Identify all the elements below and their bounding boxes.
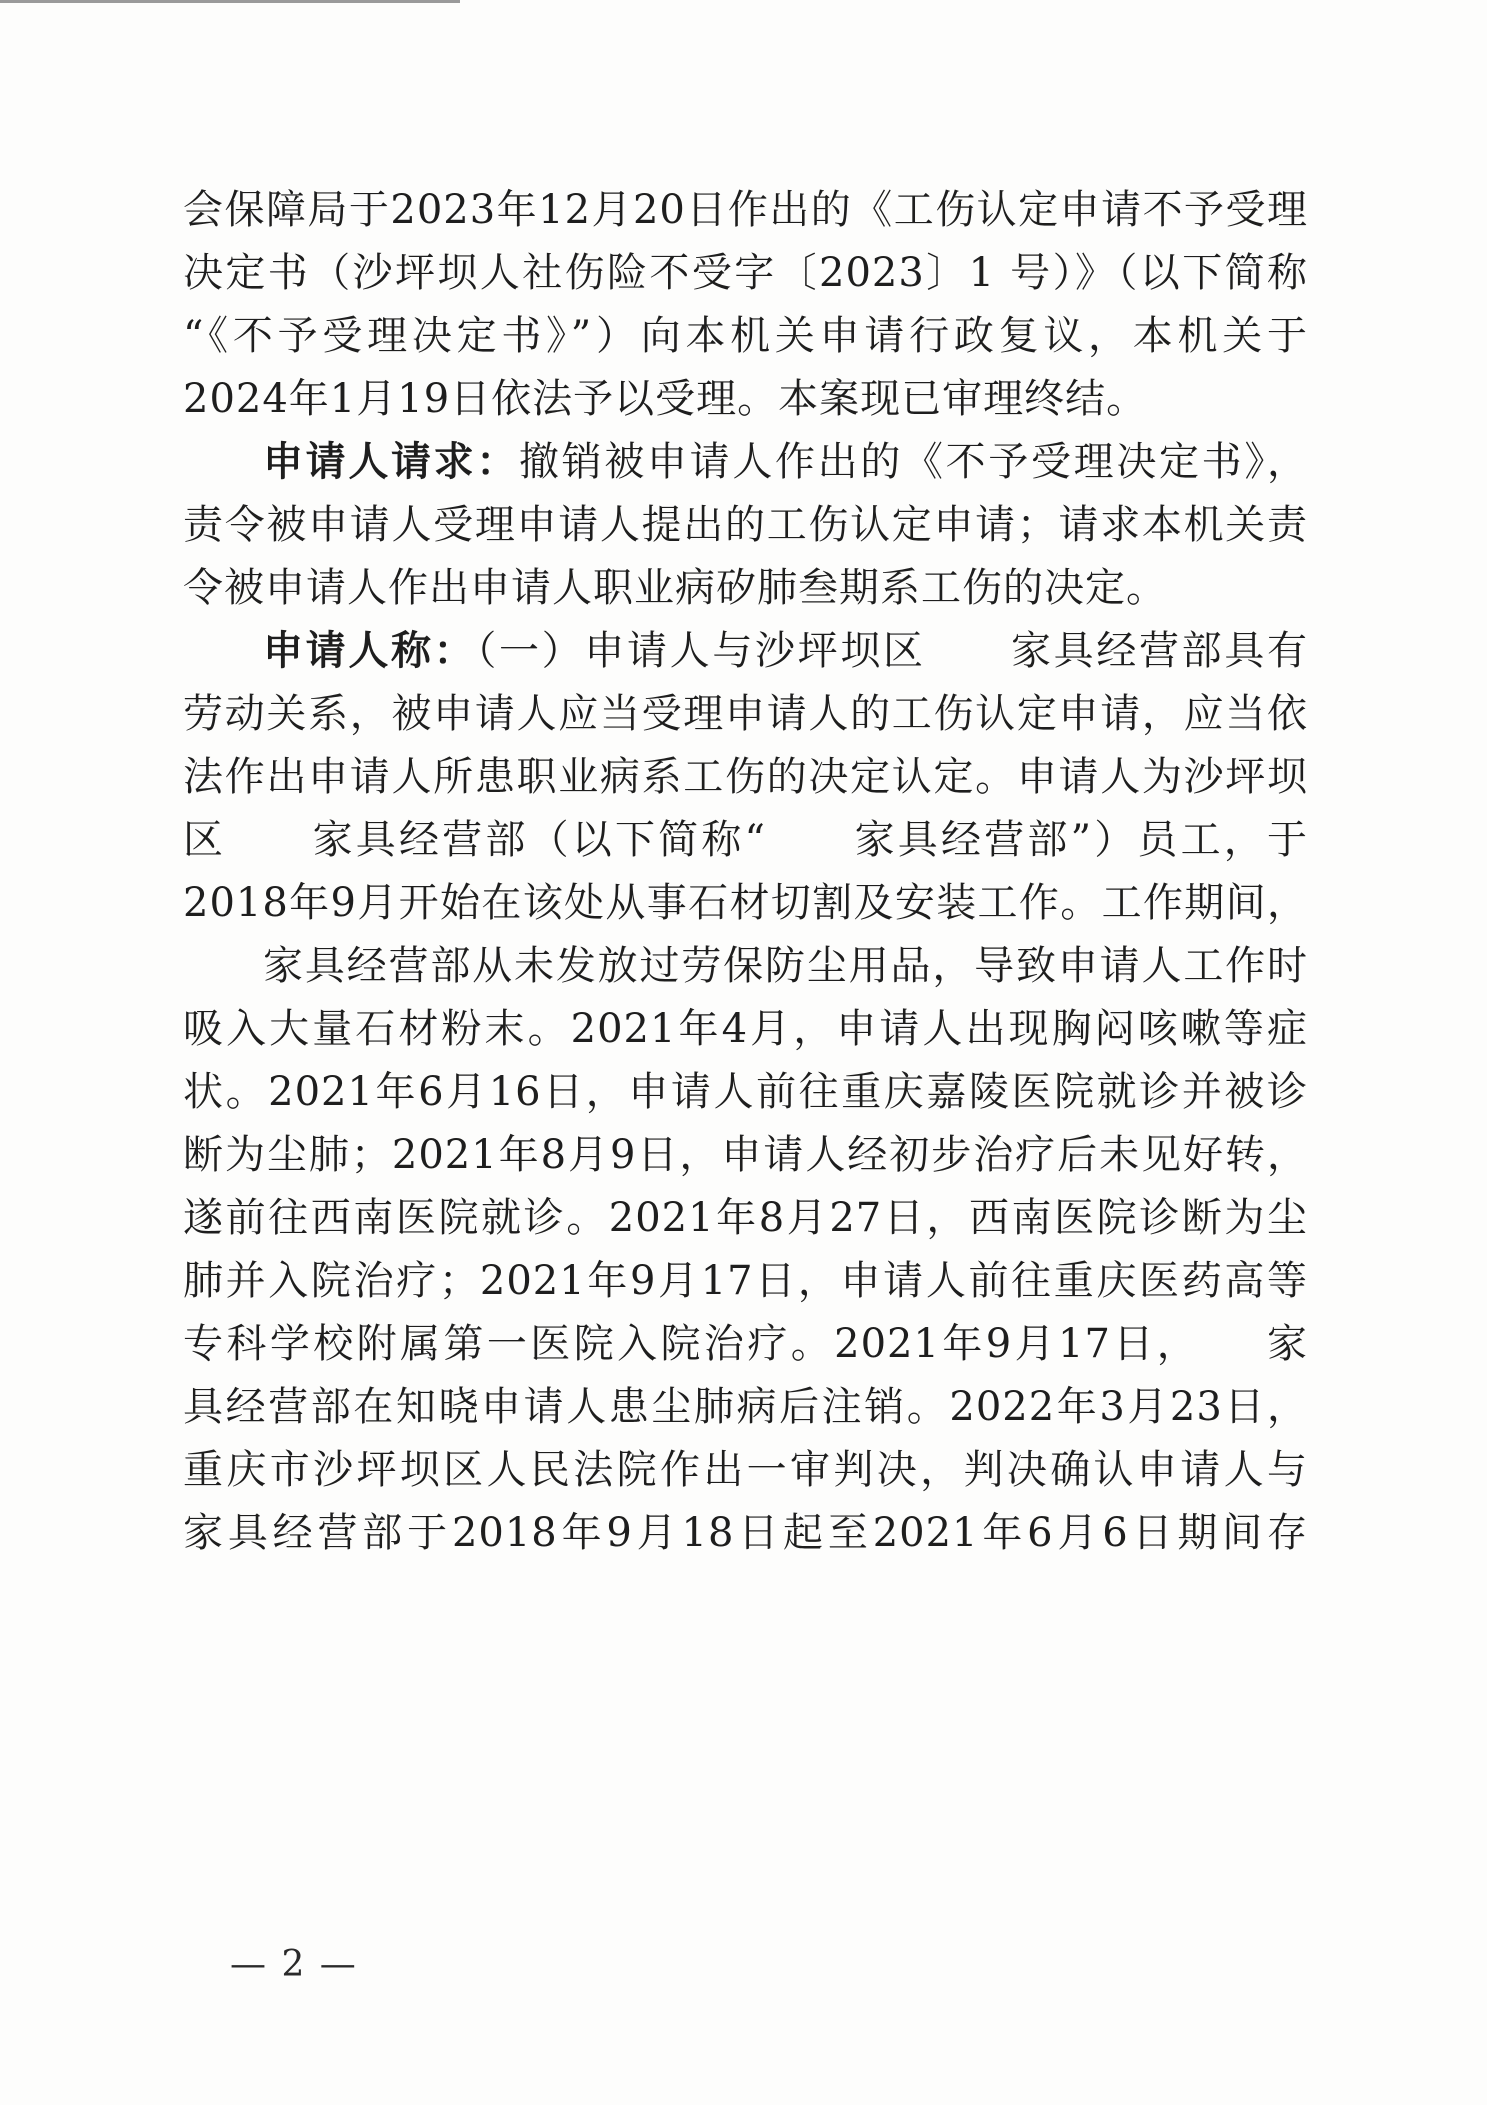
text-line: 专科学校附属第一医院入院治疗。2021年9月17日， 家 bbox=[183, 1321, 1308, 1367]
text-line: 2018年9月开始在该处从事石材切割及安装工作。工作期间， bbox=[183, 880, 1308, 926]
text-span: 撤销被申请人作出的《不予受理决定书》， bbox=[519, 439, 1308, 485]
text-line: 断为尘肺；2021年8月9日，申请人经初步治疗后未见好转， bbox=[183, 1132, 1308, 1178]
text-line: 肺并入院治疗；2021年9月17日，申请人前往重庆医药高等 bbox=[183, 1258, 1308, 1304]
text-line: 区 家具经营部（以下简称“ 家具经营部”）员工，于 bbox=[183, 817, 1308, 863]
text-line: 2024年1月19日依法予以受理。本案现已审理终结。 bbox=[183, 376, 1148, 422]
paragraph-heading: 申请人请求： bbox=[263, 439, 519, 485]
paragraph-first-line bbox=[263, 621, 1308, 681]
text-line: 具经营部在知晓申请人患尘肺病后注销。2022年3月23日， bbox=[183, 1384, 1308, 1430]
text-line: 吸入大量石材粉末。2021年4月，申请人出现胸闷咳嗽等症 bbox=[183, 1006, 1308, 1052]
text-line: 决定书（沙坪坝人社伤险不受字〔2023〕1 号）》（以下简称 bbox=[183, 250, 1308, 296]
scan-edge-rule bbox=[0, 0, 460, 3]
text-line: 责令被申请人受理申请人提出的工伤认定申请；请求本机关责 bbox=[183, 502, 1308, 548]
text-line: 状。2021年6月16日，申请人前往重庆嘉陵医院就诊并被诊 bbox=[183, 1069, 1308, 1115]
text-line: 遂前往西南医院就诊。2021年8月27日，西南医院诊断为尘 bbox=[183, 1195, 1308, 1241]
text-line: 家具经营部于2018年9月18日起至2021年6月6日期间存 bbox=[183, 1510, 1308, 1556]
text-line: 令被申请人作出申请人职业病矽肺叁期系工伤的决定。 bbox=[183, 565, 1167, 611]
text-line: 家具经营部从未发放过劳保防尘用品，导致申请人工作时 bbox=[263, 943, 1308, 989]
text-span: （一）申请人与沙坪坝区 家具经营部具有 bbox=[476, 628, 1309, 674]
text-line: “《不予受理决定书》”）向本机关申请行政复议，本机关于 bbox=[183, 313, 1308, 359]
paragraph-first-line bbox=[263, 432, 1308, 492]
text-line: 会保障局于2023年12月20日作出的《工伤认定申请不予受理 bbox=[183, 187, 1308, 233]
text-line: 劳动关系，被申请人应当受理申请人的工伤认定申请，应当依 bbox=[183, 691, 1308, 737]
page-number: — 2 — bbox=[230, 1944, 358, 1985]
text-line: 法作出申请人所患职业病系工伤的决定认定。申请人为沙坪坝 bbox=[183, 754, 1308, 800]
text-line: 重庆市沙坪坝区人民法院作出一审判决，判决确认申请人与 bbox=[183, 1447, 1308, 1493]
paragraph-heading: 申请人称： bbox=[263, 628, 477, 674]
